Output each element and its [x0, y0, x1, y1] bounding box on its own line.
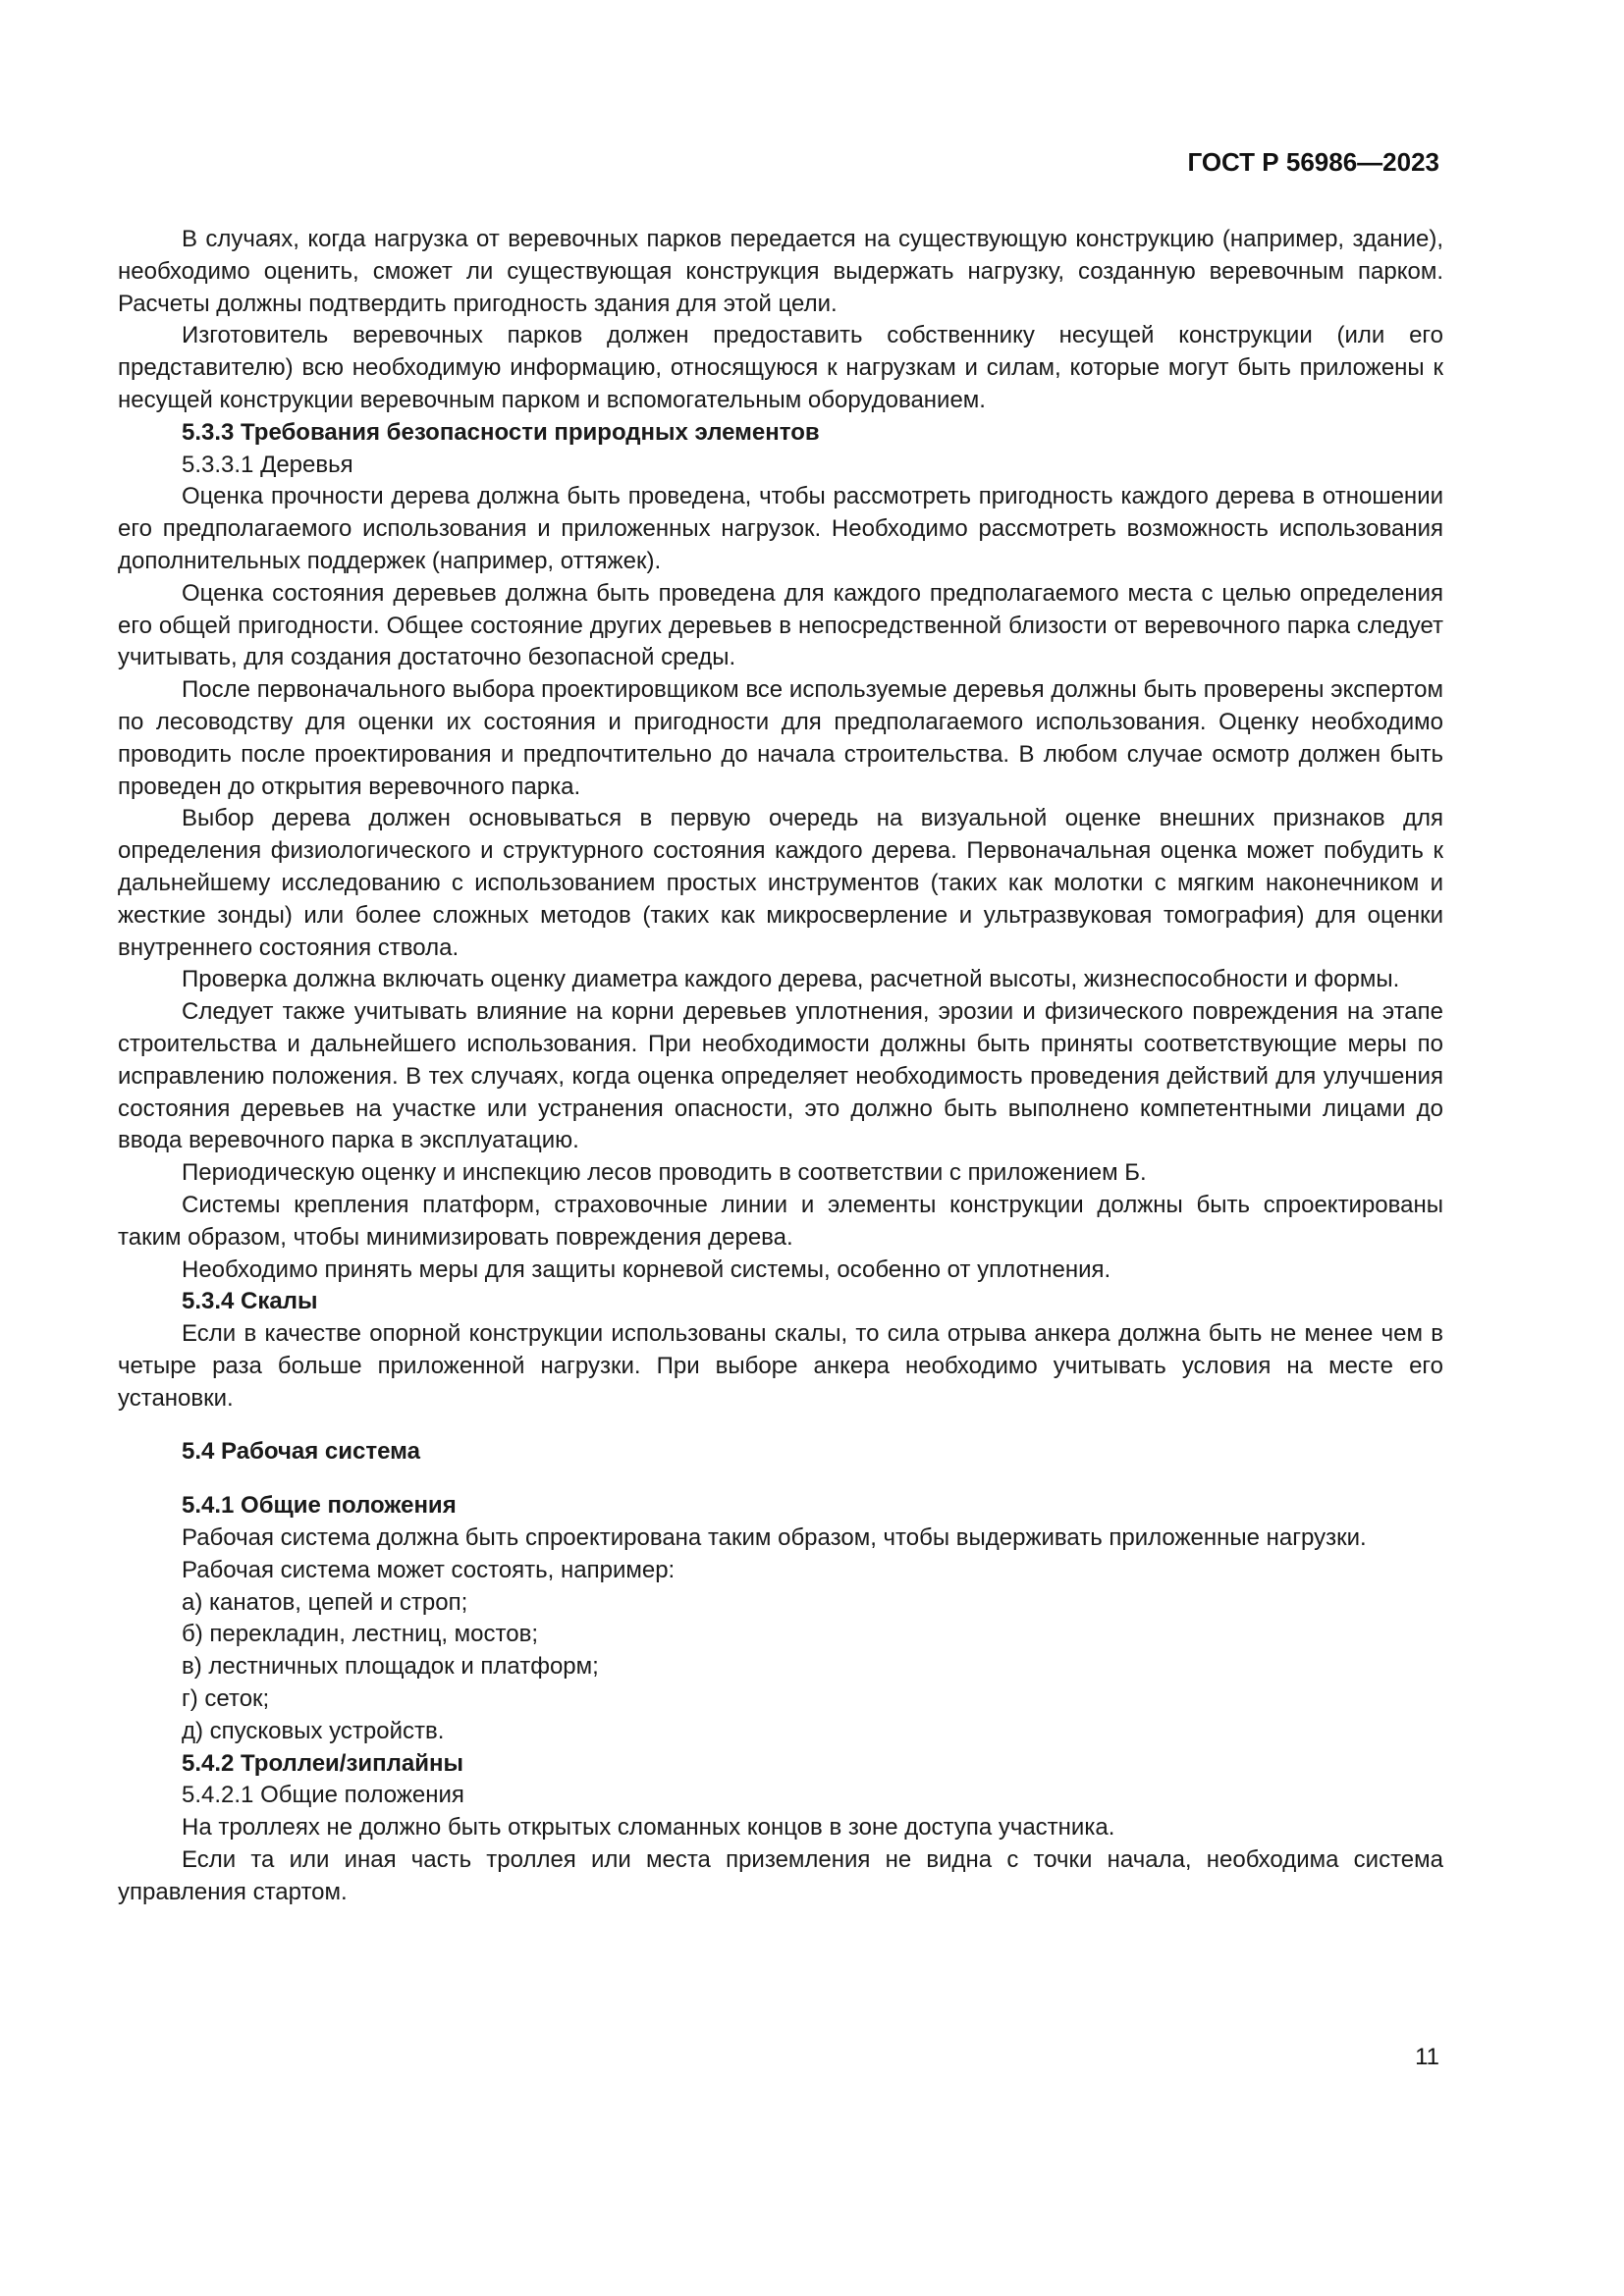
paragraph: Рабочая система может состоять, например:: [182, 1556, 676, 1583]
subsection-heading-5-3-3-1: 5.3.3.1 Деревья: [182, 451, 353, 478]
list-item: в) лестничных площадок и платформ;: [182, 1653, 599, 1681]
section-heading-5-4-1: 5.4.1 Общие положения: [182, 1492, 457, 1520]
section-heading-5-3-3: 5.3.3 Требования безопасности природных элементов: [182, 418, 820, 446]
paragraph: На троллеях не должно быть открытых сломанных концов в зоне доступа участника.: [182, 1814, 1115, 1842]
paragraph: Рабочая система должна быть спроектирована таким образом, чтобы выдерживать приложенные нагрузки.: [182, 1524, 1367, 1552]
paragraph: Необходимо принять меры для защиты корневой системы, особенно от уплотнения.: [182, 1255, 1111, 1283]
page-number: 11: [1415, 2044, 1439, 2070]
paragraph: Системы крепления платформ, страховочные линии и элементы конструкции должны быть спроектированы таким образом, чтобы минимизировать повреждения дерева.: [118, 1191, 1443, 1251]
list-item: а) канатов, цепей и строп;: [182, 1588, 468, 1616]
list-item: д) спусковых устройств.: [182, 1717, 445, 1744]
paragraph: Если та или иная часть троллея или места приземления не видна с точки начала, необходима система управления стартом.: [118, 1846, 1443, 1905]
paragraph: После первоначального выбора проектировщиком все используемые деревья должны быть проверены экспертом по лесоводству для оценки их состояния и пригодности для предполагаемого использования. Оценку необходимо проводить после проектирования и предпочтительно до начала строительства. В любом случае осмотр должен быть проведен до открытия веревочного парка.: [118, 676, 1443, 800]
paragraph: В случаях, когда нагрузка от веревочных парков передается на существующую конструкцию (например, здание), необходимо оценить, сможет ли существующая конструкция выдержать нагрузку, созданную веревочным парком. Расчеты должны подтвердить пригодность здания для этой цели.: [118, 226, 1443, 317]
paragraph: Если в качестве опорной конструкции использованы скалы, то сила отрыва анкера должна быть не менее чем в четыре раза больше приложенной нагрузки. При выборе анкера необходимо учитывать условия на месте его установки.: [118, 1320, 1443, 1412]
subsection-heading-5-4-2-1: 5.4.2.1 Общие положения: [182, 1782, 464, 1809]
paragraph: Проверка должна включать оценку диаметра каждого дерева, расчетной высоты, жизнеспособности и формы.: [182, 966, 1400, 993]
list-item: б) перекладин, лестниц, мостов;: [182, 1621, 538, 1648]
section-heading-5-4: 5.4 Рабочая система: [182, 1438, 420, 1466]
section-heading-5-3-4: 5.3.4 Скалы: [182, 1288, 318, 1315]
paragraph: Следует также учитывать влияние на корни деревьев уплотнения, эрозии и физического повреждения на этапе строительства и дальнейшего использования. При необходимости должны быть приняты соответствующие меры по исправлению положения. В тех случаях, когда оценка определяет необходимость проведения действий для улучшения состояния деревьев на участке или устранения опасности, это должно быть выполнено компетентными лицами до ввода веревочного парка в эксплуатацию.: [118, 998, 1443, 1154]
list-item: г) сеток;: [182, 1685, 270, 1713]
paragraph: Периодическую оценку и инспекцию лесов проводить в соответствии с приложением Б.: [182, 1159, 1147, 1187]
paragraph: Оценка прочности дерева должна быть проведена, чтобы рассмотреть пригодность каждого дерева в отношении его предполагаемого использования и приложенных нагрузок. Необходимо рассмотреть возможность использования дополнительных поддержек (например, оттяжек).: [118, 483, 1443, 574]
paragraph: Выбор дерева должен основываться в первую очередь на визуальной оценке внешних признаков для определения физиологического и структурного состояния каждого дерева. Первоначальная оценка может побудить к дальнейшему исследованию с использованием простых инструментов (таких как молотки с мягким наконечником и жесткие зонды) или более сложных методов (таких как микросверление и ультразвуковая томография) для оценки внутреннего состояния ствола.: [118, 805, 1443, 961]
paragraph: Оценка состояния деревьев должна быть проведена для каждого предполагаемого места с целью определения его общей пригодности. Общее состояние других деревьев в непосредственной близости от веревочного парка следует учитывать, для создания достаточно безопасной среды.: [118, 579, 1443, 671]
document-standard-id: ГОСТ Р 56986—2023: [1187, 147, 1439, 177]
paragraph: Изготовитель веревочных парков должен предоставить собственнику несущей конструкции (или его представителю) всю необходимую информацию, относящуюся к нагрузкам и силам, которые могут быть приложены к несущей конструкции веревочным парком и вспомогательным оборудованием.: [118, 322, 1443, 413]
section-heading-5-4-2: 5.4.2 Троллеи/зиплайны: [182, 1749, 463, 1777]
document-body: [118, 224, 1443, 1909]
